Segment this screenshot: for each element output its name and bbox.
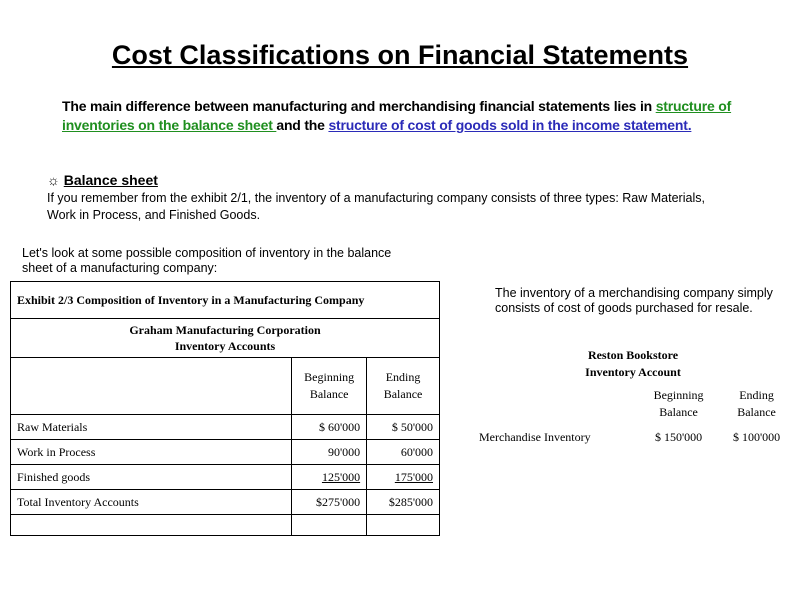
reston-inventory-table — [473, 344, 793, 450]
exhibit-header-blank — [11, 358, 292, 415]
reston-subtitle: Inventory Account — [585, 365, 681, 379]
exhibit-caption: Exhibit 2/3 Composition of Inventory in a Manufacturing Company — [11, 282, 440, 319]
balance-sheet-text: If you remember from the exhibit 2/1, the inventory of a manufacturing company consists of three types: Raw Materials, Work in Process, and Finished Goods. — [47, 191, 705, 222]
intro-text-mid: and the — [276, 117, 329, 133]
blank-cell — [292, 515, 367, 536]
row-beginning-value: 125'000 — [321, 469, 361, 484]
balance-sheet-heading — [47, 172, 158, 188]
table-row — [11, 415, 440, 440]
intro-text-start: The main difference between manufacturing and merchandising financial statements lies in — [62, 98, 656, 114]
reston-row-ending: $ 100'000 — [732, 429, 781, 444]
row-beginning — [292, 465, 367, 490]
exhibit-company-name: Graham Manufacturing Corporation — [129, 323, 321, 337]
exhibit-col-ending: Ending Balance — [367, 358, 440, 415]
row-ending: $ 50'000 — [367, 415, 440, 440]
table-row — [11, 465, 440, 490]
table-row — [473, 424, 793, 450]
reston-col-ending: Ending Balance — [737, 388, 776, 419]
row-beginning: 90'000 — [292, 440, 367, 465]
merchandising-inventory-text: The inventory of a merchandising company simply consists of cost of goods purchased for resale. — [495, 286, 773, 315]
row-label: Finished goods — [11, 465, 292, 490]
page-title: Cost Classifications on Financial Statements — [111, 40, 689, 70]
reston-row-label: Merchandise Inventory — [479, 429, 591, 444]
sun-bullet-icon: ☼ — [47, 172, 60, 188]
row-beginning: $275'000 — [292, 490, 367, 515]
row-label: Work in Process — [11, 440, 292, 465]
exhibit-col-beginning: Beginning Balance — [292, 358, 367, 415]
reston-header-blank — [473, 384, 637, 424]
composition-intro-text: Let's look at some possible composition of inventory in the balance sheet of a manufacturing company: — [22, 246, 392, 275]
row-ending-value: 175'000 — [394, 469, 433, 484]
row-label: Total Inventory Accounts — [11, 490, 292, 515]
exhibit-company-header — [11, 319, 440, 358]
cogs-structure-link: structure of cost of goods sold in the income statement. — [328, 117, 692, 133]
reston-row-beginning: $ 150'000 — [654, 429, 703, 444]
inventories-structure-link: structure of inventories on the balance sheet — [62, 98, 732, 133]
table-row — [11, 440, 440, 465]
exhibit-subtitle: Inventory Accounts — [174, 339, 276, 353]
row-label: Raw Materials — [11, 415, 292, 440]
balance-sheet-label: Balance sheet — [63, 172, 158, 188]
row-beginning: $ 60'000 — [292, 415, 367, 440]
row-ending: $285'000 — [367, 490, 440, 515]
reston-col-beginning: Beginning Balance — [653, 388, 704, 419]
reston-company-header — [473, 344, 793, 384]
row-ending: 60'000 — [367, 440, 440, 465]
blank-cell — [11, 515, 292, 536]
reston-company-name: Reston Bookstore — [587, 348, 679, 362]
intro-paragraph — [62, 97, 752, 135]
table-row-blank — [11, 515, 440, 536]
blank-cell — [367, 515, 440, 536]
row-ending — [367, 465, 440, 490]
exhibit-inventory-table — [10, 281, 440, 536]
table-row-total — [11, 490, 440, 515]
